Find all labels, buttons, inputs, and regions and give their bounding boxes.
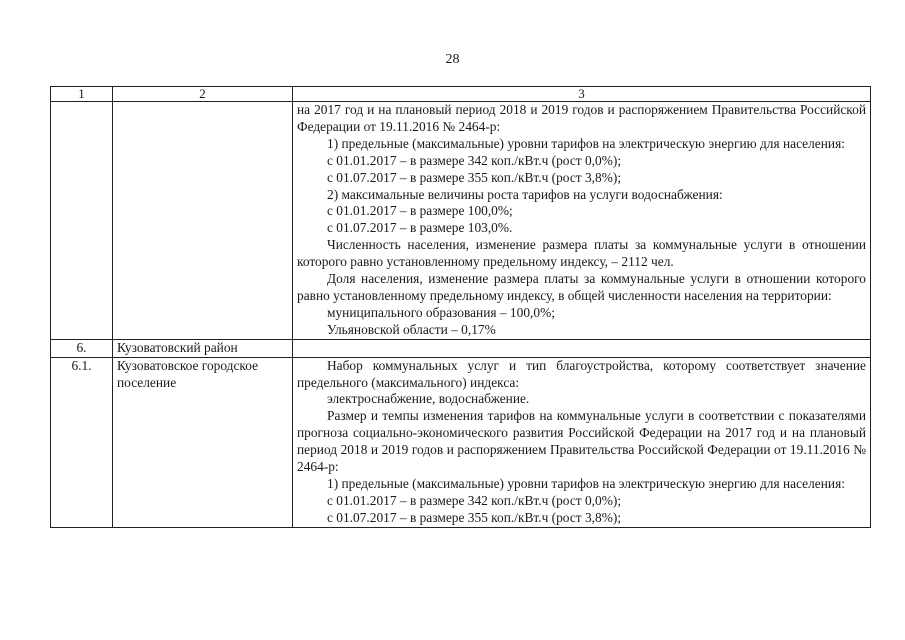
content-paragraph: муниципального образования – 100,0%; — [327, 304, 555, 320]
content-paragraph: с 01.01.2017 – в размере 100,0%; — [327, 203, 513, 219]
content-paragraph: с 01.01.2017 – в размере 342 коп./кВт.ч (рост 0,0%); — [327, 492, 622, 508]
content-paragraph: с 01.07.2017 – в размере 355 коп./кВт.ч (рост 3,8%); — [327, 509, 622, 525]
content-paragraph: 1) предельные (максимальные) уровни тарифов на электрическую энергию для населения: — [327, 135, 845, 151]
header-col-1: 1 — [51, 87, 113, 102]
table-row — [51, 357, 871, 527]
page-number: 28 — [445, 52, 460, 67]
content-paragraph: Набор коммунальных услуг и тип благоустройства, которому соответствует значение предельного (максимального) индекса: — [297, 357, 866, 390]
row-municipality-name: Кузоватовское городское поселение — [113, 357, 293, 527]
content-paragraph: Численность населения, изменение размера платы за коммунальные услуги в отношении которого равно установленному предельному индексу, – 2112 чел. — [297, 237, 866, 270]
content-paragraph: Размер и темпы изменения тарифов на коммунальные услуги в соответствии с показателями прогноза социально-экономического развития Российской Федерации на 2017 год и на плановый период 2018 и 2019 годов и распоряжением Правительства Российской Федерации от 19.11.2016 № 2464-р: — [297, 408, 866, 475]
row-content — [293, 102, 871, 340]
row-municipality-name: Кузоватовский район — [113, 339, 293, 357]
row-municipality-name — [113, 102, 293, 340]
row-content — [293, 339, 871, 357]
content-paragraph: 2) максимальные величины роста тарифов на услуги водоснабжения: — [327, 186, 723, 202]
content-paragraph: на 2017 год и на плановый период 2018 и 2019 годов и распоряжением Правительства Российской Федерации от 19.11.2016 № 2464-р: — [297, 102, 866, 134]
row-number: 6. — [51, 339, 113, 357]
row-content — [293, 357, 871, 527]
row-number — [51, 102, 113, 340]
content-paragraph: с 01.07.2017 – в размере 103,0%. — [327, 220, 513, 236]
content-paragraph: с 01.01.2017 – в размере 342 коп./кВт.ч (рост 0,0%); — [327, 152, 622, 168]
content-paragraph: с 01.07.2017 – в размере 355 коп./кВт.ч (рост 3,8%); — [327, 169, 622, 185]
header-col-3: 3 — [293, 87, 871, 102]
header-col-2: 2 — [113, 87, 293, 102]
tariff-table — [50, 86, 871, 528]
content-paragraph: Ульяновской области – 0,17% — [327, 321, 496, 337]
content-paragraph: электроснабжение, водоснабжение. — [327, 391, 530, 407]
table-row — [51, 339, 871, 357]
table-header-row — [51, 87, 871, 102]
table-row — [51, 102, 871, 340]
content-paragraph: 1) предельные (максимальные) уровни тарифов на электрическую энергию для населения: — [327, 475, 845, 491]
content-paragraph: Доля населения, изменение размера платы за коммунальные услуги в отношении которого равно установленному предельному индексу, в общей численности населения на территории: — [297, 271, 866, 303]
row-number: 6.1. — [51, 357, 113, 527]
